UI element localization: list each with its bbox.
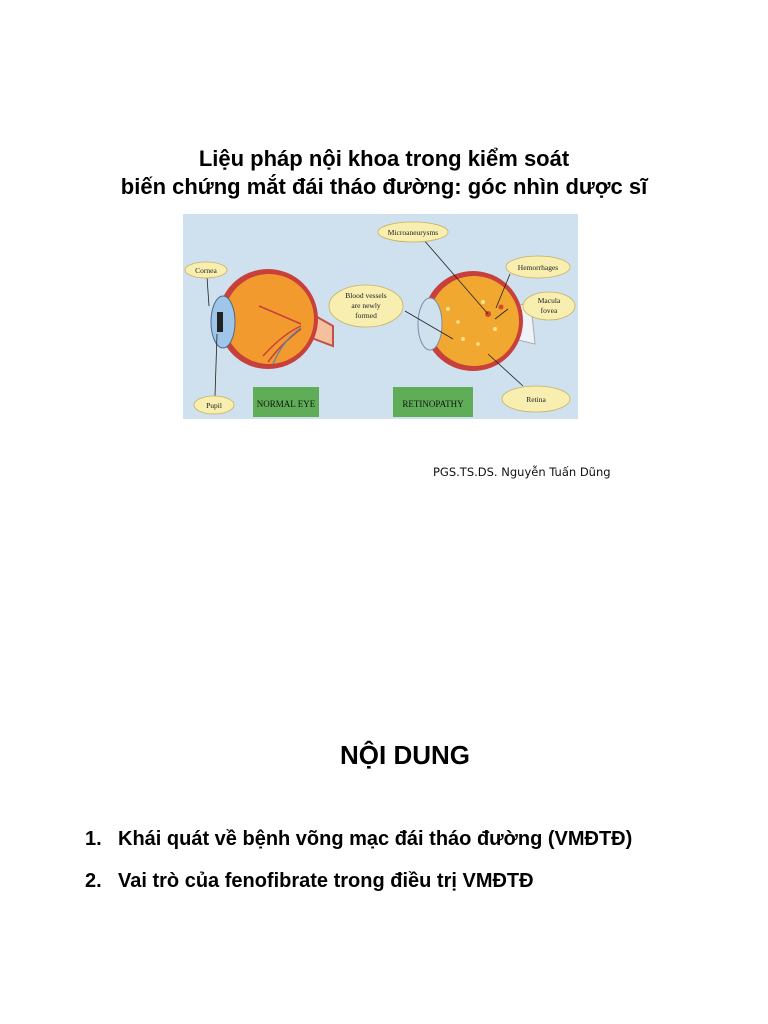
label-cornea [185, 262, 227, 278]
label-hemorrhages [506, 256, 570, 278]
svg-text:fovea: fovea [540, 306, 558, 315]
svg-text:Hemorrhages: Hemorrhages [517, 263, 559, 272]
label-blood-vessels [329, 285, 403, 327]
svg-text:NORMAL EYE: NORMAL EYE [256, 399, 316, 409]
eye-diagram [183, 214, 578, 419]
slide-title-line-2: biến chứng mắt đái tháo đường: góc nhìn dược sĩ [120, 174, 648, 199]
slide-title-line-1: Liệu pháp nội khoa trong kiểm soát [198, 146, 570, 171]
svg-text:Blood vessels: Blood vessels [345, 291, 387, 300]
list-item-text: Khái quát về bệnh võng mạc đái tháo đường (VMĐTĐ) [118, 828, 633, 850]
label-pupil [194, 396, 234, 414]
caption-normal-eye [253, 387, 319, 417]
svg-text:Pupil: Pupil [206, 401, 222, 410]
slide-title [0, 145, 768, 201]
author-name: PGS.TS.DS. Nguyễn Tuấn Dũng [433, 465, 611, 479]
svg-text:are newly: are newly [351, 301, 381, 310]
list-item [85, 870, 632, 912]
svg-text:Microaneurysms: Microaneurysms [387, 228, 439, 237]
label-macula-fovea [523, 292, 575, 320]
svg-text:Cornea: Cornea [195, 266, 217, 275]
label-microaneurysms [378, 222, 448, 242]
list-item [85, 828, 632, 870]
list-item-number: 2. [85, 870, 102, 892]
contents-list [85, 828, 632, 912]
list-item-text: Vai trò của fenofibrate trong điều trị VMĐTĐ [118, 870, 534, 892]
svg-text:formed: formed [355, 311, 377, 320]
label-retina [502, 386, 570, 412]
contents-heading: NỘI DUNG [340, 740, 470, 770]
svg-text:RETINOPATHY: RETINOPATHY [402, 399, 464, 409]
svg-text:Retina: Retina [526, 395, 546, 404]
caption-retinopathy [393, 387, 473, 417]
list-item-number: 1. [85, 828, 102, 850]
svg-text:Macula: Macula [537, 296, 561, 305]
